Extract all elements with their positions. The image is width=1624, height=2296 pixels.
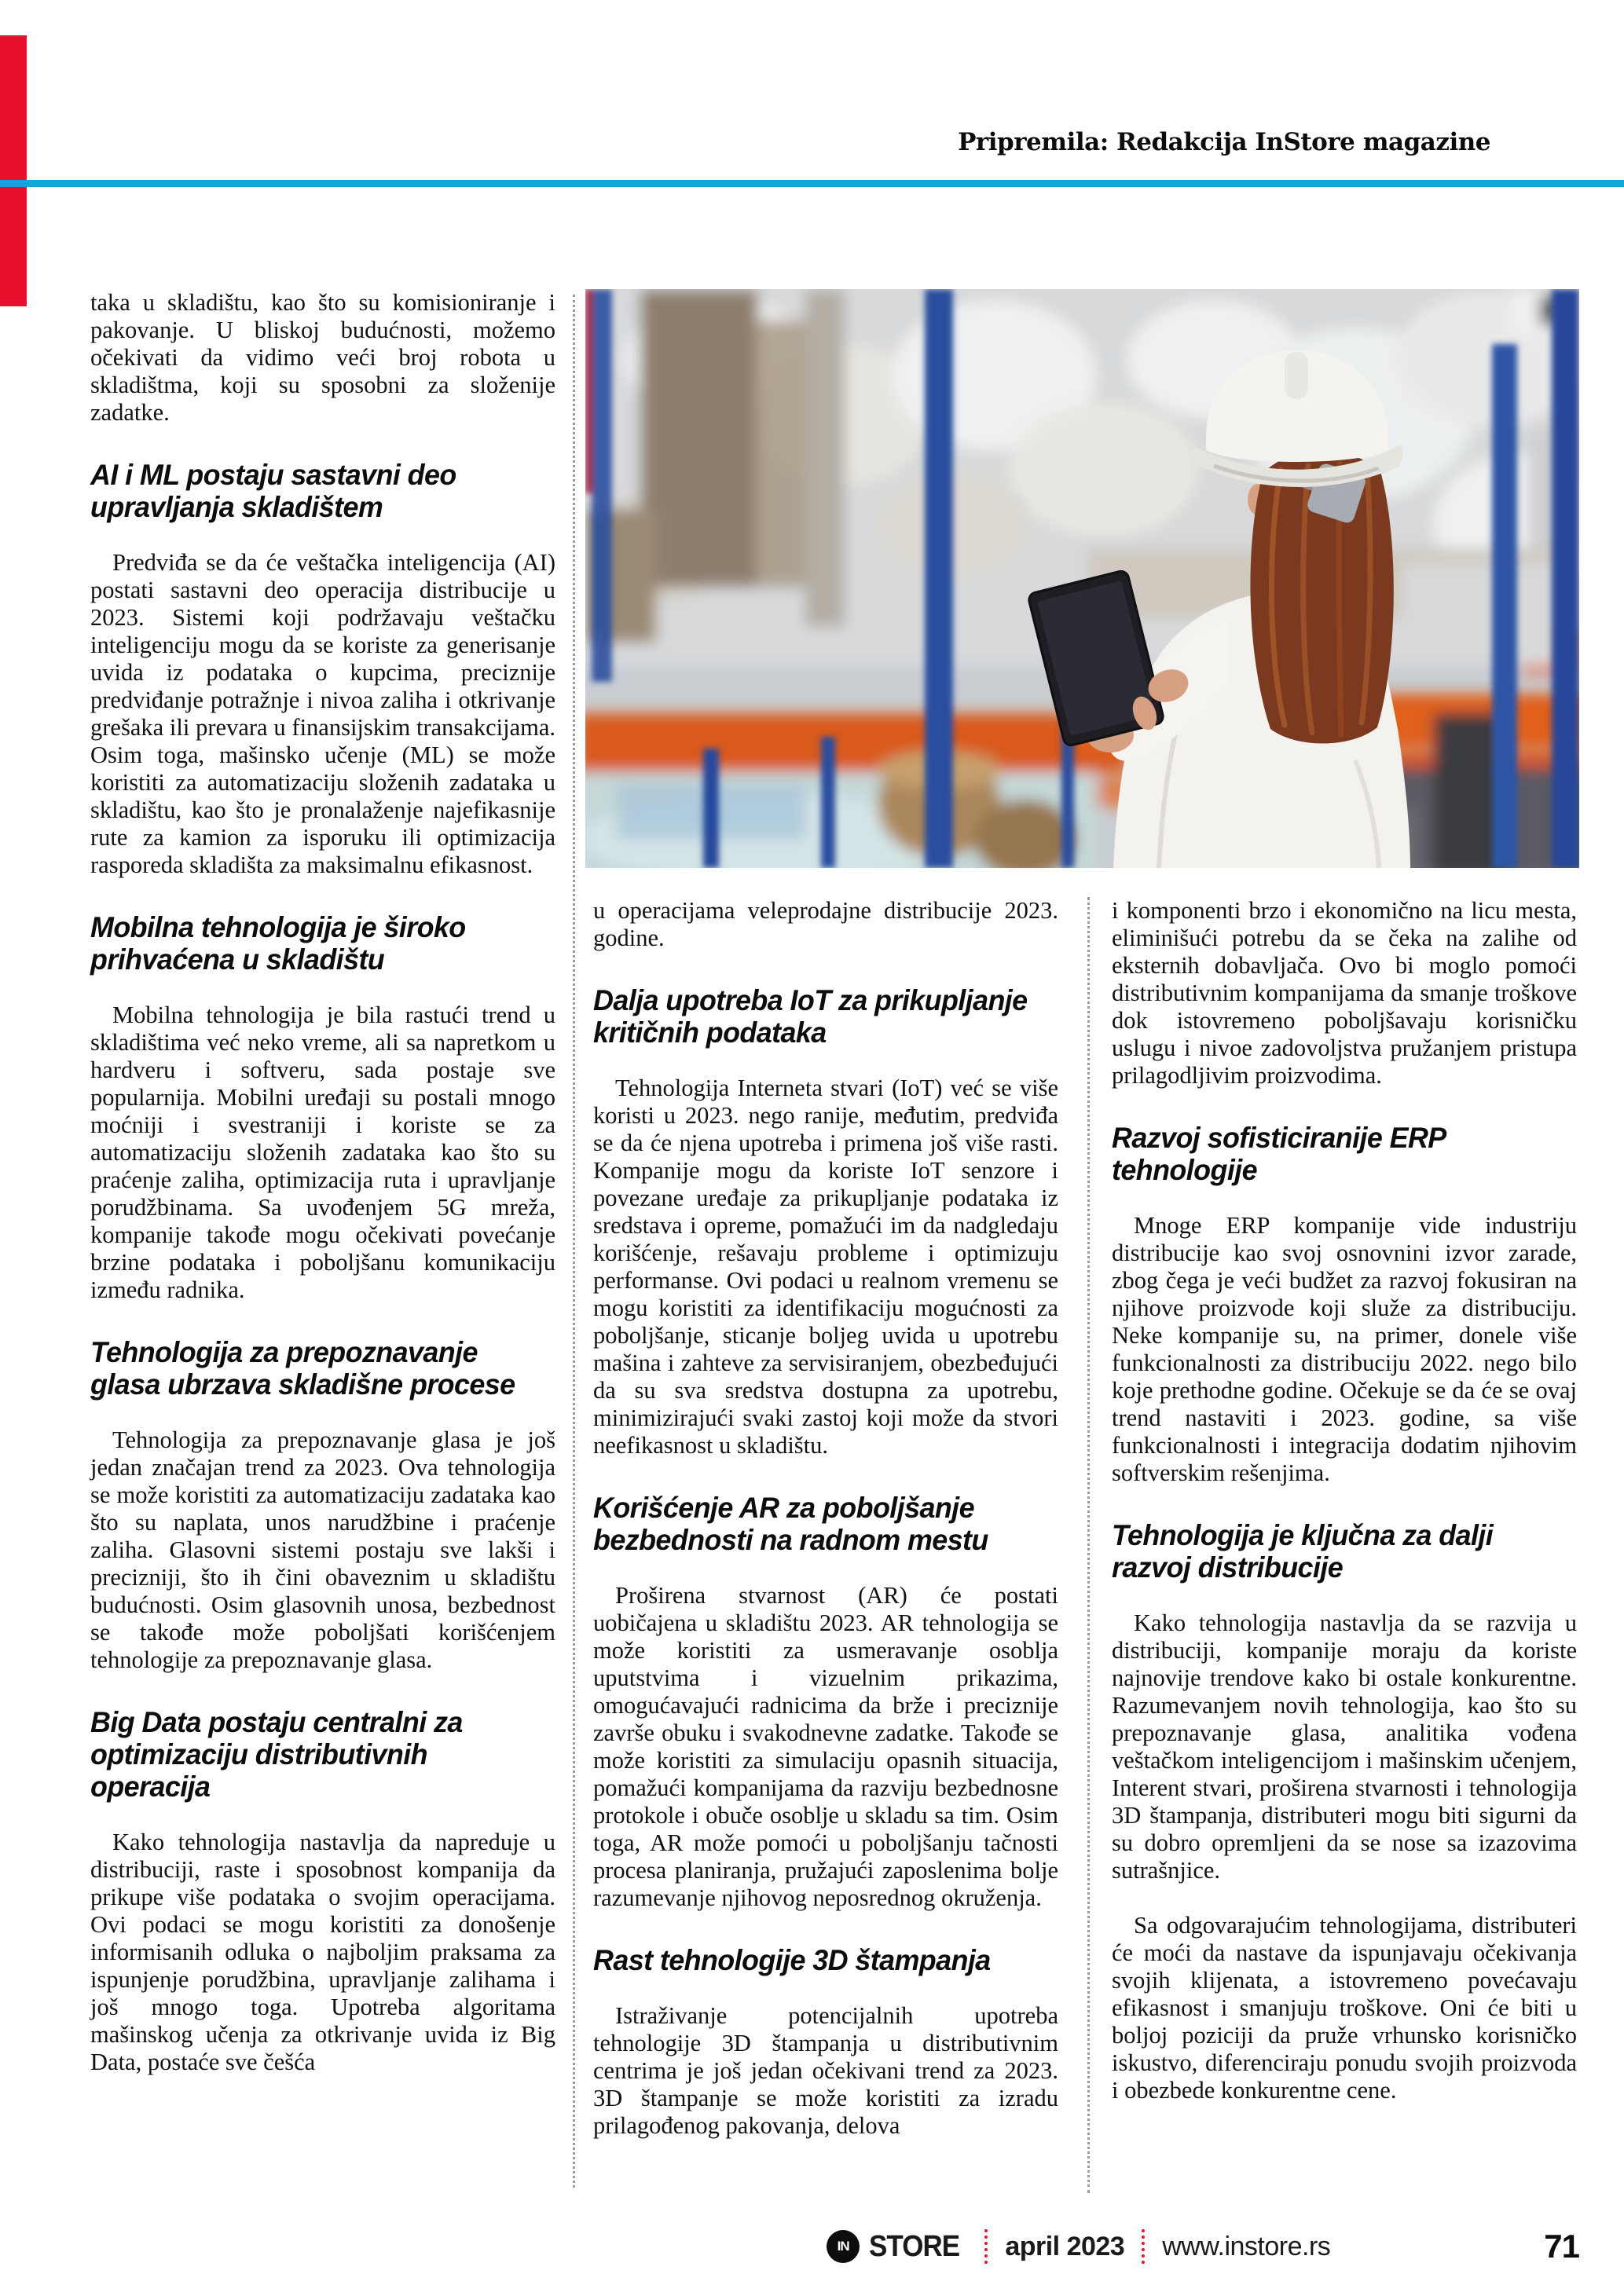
paragraph: Sa odgovarajućim tehnologijama, distributeri će moći da nastave da ispunjavaju očekivanja svojih klijenata, a istovremeno povećavaju efikasnost i smanjuju troškove. Oni će biti u boljoj poziciji da pruže vrhunsko korisničko iskustvo, diferenciraju ponudu svojih proizvoda i obezbede konkurentne cene.	[1112, 1912, 1577, 2104]
column-divider-1	[573, 295, 575, 2188]
column-3	[1112, 897, 1577, 2104]
paragraph: Kako tehnologija nastavlja da napreduje u distribuciji, raste i sposobnost kompanija da prikupe više podataka o svojim operacijama. Ovi podaci se mogu koristiti za donošenje informisanih odluka o najboljim praksama za ispunjenje porudžbina, upravljanje zalihama i još mnogo toga. Upotreba algoritama mašinskog učenja za otkrivanje uvida iz Big Data, postaće sve češća	[90, 1829, 555, 2075]
column-1	[90, 289, 555, 2076]
paragraph-continuation: u operacijama veleprodajne distribucije 2023. godine.	[593, 897, 1058, 951]
footer-issue-date: april 2023	[1005, 2231, 1125, 2261]
instore-logo-text: STORE	[869, 2229, 960, 2263]
section-heading-ar: Korišćenje AR za poboljšanje bezbednosti na radnom mestu	[593, 1492, 988, 1556]
column-divider-2	[1087, 897, 1090, 2193]
page-footer	[0, 2228, 1579, 2265]
page-number: 71	[1544, 2228, 1579, 2265]
paragraph: Predviđa se da će veštačka inteligencija (AI) postati sastavni deo operacija distribucije u 2023. Sistemi koji podržavaju veštačku inteligenciju mogu da se koriste za generisanje uvida iz podataka o kupcima, preciznije predviđanje potražnje i nivoa zaliha i otkrivanje grešaka ili prevara u finansijskim transakcijama. Osim toga, mašinsko učenje (ML) se može koristiti za automatizaciju složenih zadataka u skladištu, kao što je pronalaženje najefikasnije rute za kamion za isporuku ili optimizacija rasporeda skladišta za maksimalnu efikasnost.	[90, 549, 555, 878]
footer-separator-icon	[984, 2229, 988, 2264]
paragraph: Tehnologija za prepoznavanje glasa je još jedan značajan trend za 2023. Ova tehnologija se može koristiti za automatizaciju zadataka kao što su naplata, unos narudžbine i praćenje zaliha. Glasovni sistemi postaju sve lakši i precizniji, što ih čini obaveznim u skladištu budućnosti. Osim glasovnih unosa, bezbednost se takođe može poboljšati korišćenjem tehnologije za prepoznavanje glasa.	[90, 1426, 555, 1673]
paragraph: Kako tehnologija nastavlja da se razvija u distribuciji, kompanije moraju da koriste najnovije trendove kako bi ostale konkurentne. Razumevanjem novih tehnologija, kao što su prepoznavanje glasa, analitika vođena veštačkom inteligencijom i mašinskim učenjem, Interent stvari, proširena stvarnosti i tehnologija 3D štampanja, distributeri mogu biti sigurni da su dobro opremljeni da se nose sa izazovima sutrašnjice.	[1112, 1609, 1577, 1884]
section-heading-iot: Dalja upotreba IoT za prikupljanje kritičnih podataka	[593, 984, 1028, 1049]
warehouse-photo-illustration	[585, 289, 1579, 868]
paragraph: Tehnologija Interneta stvari (IoT) već se više koristi u 2023. nego ranije, međutim, predviđa se da će njena upotreba i primena još više rasti. Kompanije mogu da koriste IoT senzore i povezane uređaje za prikupljanje podataka iz sredstava i opreme, pomažući im da nadgledaju korišćenje, rešavaju probleme i optimizuju performanse. Ovi podaci u realnom vremenu se mogu koristiti za identifikaciju mogućnosti za poboljšanje, sticanje boljeg uvida u upotrebu mašina i zahteve za servisiranjem, obezbeđujući da su sva sredstva dostupna za upotrebu, minimizirajući svaki zastoj koji može da stvori neefikasnost u skladištu.	[593, 1075, 1058, 1459]
paragraph: Mnoge ERP kompanije vide industriju distribucije kao svoj osnovnini izvor zarade, zbog čega je veći budžet za razvoj fokusiran na njihove proizvode koji služe za distribuciju. Neke kompanije su, na primer, donele više funkcionalnosti za distribuciju 2022. nego bilo koje prethodne godine. Očekuje se da će se ovaj trend nastaviti i 2023. godine, sa više funkcionalnosti i integracija dodatim njihovim softverskim rešenjima.	[1112, 1212, 1577, 1486]
paragraph-continuation: taka u skladištu, kao što su komisioniranje i pakovanje. U bliskoj budućnosti, možemo očekivati da vidimo veći broj robota u skladištma, koji su sposobni za složenije zadatke.	[90, 289, 555, 426]
warehouse-photo	[585, 289, 1579, 868]
instore-logo-icon: IN	[827, 2230, 860, 2263]
paragraph-continuation: i komponenti brzo i ekonomično na licu mesta, eliminišući potrebu da se čeka na zalihe od eksternih dobavljača. Ovo bi moglo pomoći distributivnim kompanijama da smanje troškove dok istovremeno poboljšavaju korisničku uslugu i nivoe zadovoljstva pružanjem pristupa prilagodljivim proizvodima.	[1112, 897, 1577, 1089]
section-heading-ai-ml: AI i ML postaju sastavni deo upravljanja skladištem	[90, 459, 456, 523]
section-heading-voice: Tehnologija za prepoznavanje glasa ubrzava skladišne procese	[90, 1336, 515, 1401]
footer-website: www.instore.rs	[1162, 2231, 1331, 2261]
footer-separator-icon	[1142, 2229, 1145, 2264]
paragraph: Proširena stvarnost (AR) će postati uobičajena u skladištu 2023. AR tehnologija se može koristiti za usmeravanje osoblja uputstvima i vizuelnim prikazima, omogućavajući radnicima da brže i preciznije završe obuku i svakodnevne zadatke. Takođe se može koristiti za simulaciju opasnih situacija, pomažući kompanijama da razviju bezbednosne protokole i obuče osoblje u skladu sa tim. Osim toga, AR može pomoći u poboljšanju tačnosti procesa planiranja, pružajući zaposlenima bolje razumevanje njihovog neposrednog okruženja.	[593, 1582, 1058, 1911]
section-heading-big-data: Big Data postaju centralni za optimizaciju distributivnih operacija	[90, 1706, 463, 1803]
section-heading-key-tech: Tehnologija je ključna za dalji razvoj distribucije	[1112, 1519, 1494, 1584]
page-edge-red-bar	[0, 35, 27, 306]
section-heading-erp: Razvoj sofisticiranije ERP tehnologije	[1112, 1122, 1446, 1186]
column-2	[593, 897, 1058, 2140]
header-rule	[0, 180, 1624, 187]
kicker-byline: Pripremila: Redakcija InStore magazine	[958, 128, 1490, 156]
paragraph: Mobilna tehnologija je bila rastući trend u skladištima već neko vreme, ali sa napretkom u hardveru i softveru, sada postaje sve popularnija. Mobilni uređaji su postali mnogo moćniji i svestraniji i koriste se za automatizaciju složenih zadataka kao što su praćenje zaliha, optimizacija ruta i upravljanje porudžbinama. Sa uvođenjem 5G mreža, kompanije takođe mogu očekivati povećanje brzine podataka i poboljšanu komunikaciju između radnika.	[90, 1002, 555, 1303]
section-heading-mobile: Mobilna tehnologija je široko prihvaćena u skladištu	[90, 911, 466, 976]
paragraph: Istraživanje potencijalnih upotreba tehnologije 3D štampanja u distributivnim centrima je još jedan očekivani trend za 2023. 3D štampanje se može koristiti za izradu prilagođenog pakovanja, delova	[593, 2002, 1058, 2139]
instore-logo	[827, 2230, 967, 2264]
section-heading-3d-print: Rast tehnologije 3D štampanja	[593, 1944, 991, 1976]
